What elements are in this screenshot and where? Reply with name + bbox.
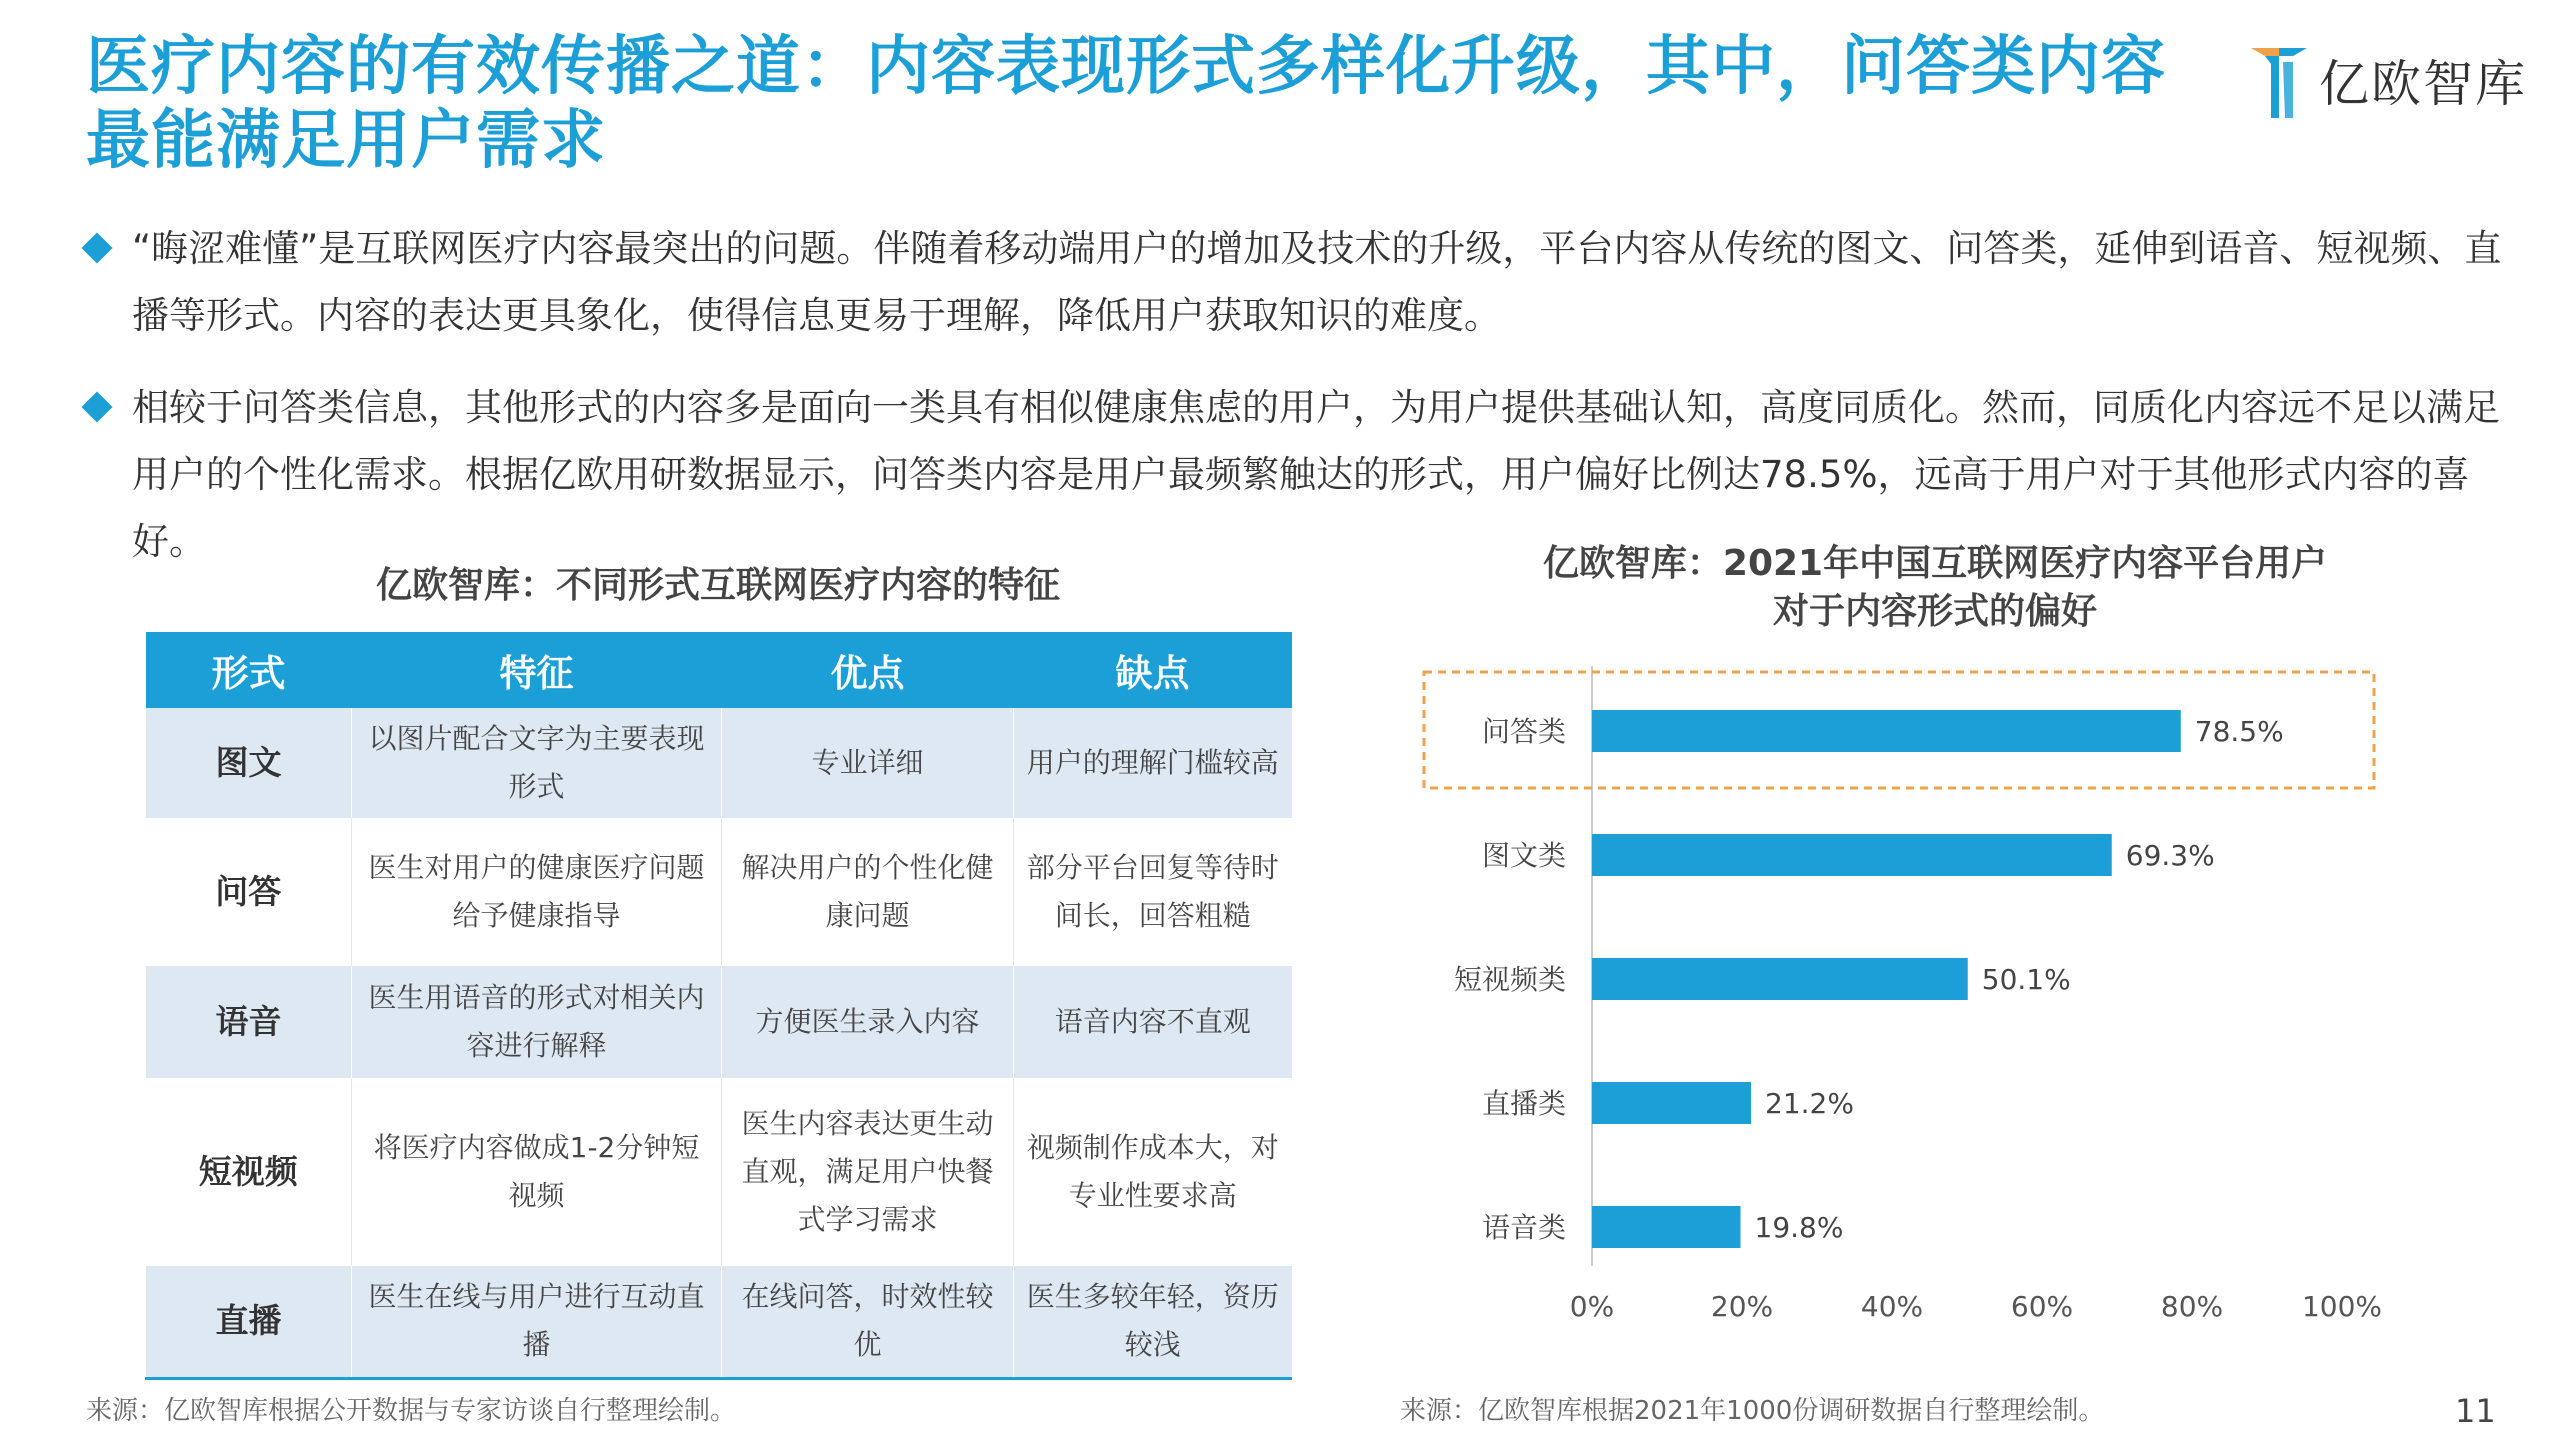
cell-cons: 部分平台回复等待时间长，回答粗糙 [1014,818,1292,966]
cell-cons: 用户的理解门槛较高 [1014,708,1292,818]
cell-form: 问答 [146,818,352,966]
chart-title-line-1: 亿欧智库：2021年中国互联网医疗内容平台用户 [1542,543,2328,584]
cell-pros: 医生内容表达更生动直观，满足用户快餐式学习需求 [722,1078,1014,1266]
cell-feature: 医生对用户的健康医疗问题给予健康指导 [352,818,722,966]
cell-form: 语音 [146,966,352,1078]
data-label: 50.1% [1981,963,2071,996]
table-header-row [146,632,1292,708]
diamond-bullet-icon [81,391,112,422]
preference-bar-chart [1400,650,2440,1350]
bullet-1 [86,215,2506,349]
data-label: 69.3% [2125,839,2215,872]
page-number: 11 [2455,1392,2496,1430]
category-label: 直播类 [1481,1087,1566,1120]
chart-svg [1400,650,2440,1350]
diamond-bullet-icon [81,232,112,263]
category-label: 图文类 [1481,839,1566,872]
table-row [146,818,1292,966]
cell-cons: 语音内容不直观 [1014,966,1292,1078]
cell-pros: 专业详细 [722,708,1014,818]
table-source-note: 来源：亿欧智库根据公开数据与专家访谈自行整理绘制。 [86,1396,737,1426]
table-row [146,1078,1292,1266]
cell-form: 图文 [146,708,352,818]
x-tick-label: 60% [2010,1290,2074,1323]
cell-form: 直播 [146,1266,352,1378]
header-pros: 优点 [722,632,1014,708]
cell-pros: 方便医生录入内容 [722,966,1014,1078]
cell-pros: 在线问答，时效性较优 [722,1266,1014,1378]
x-tick-label: 40% [1860,1290,1924,1323]
bar-3 [1592,1082,1751,1124]
header-feature: 特征 [352,632,722,708]
yiou-logo-icon [2245,40,2313,120]
bullet-2-text: 相较于问答类信息，其他形式的内容多是面向一类具有相似健康焦虑的用户，为用户提供基础认知，高度同质化。然而，同质化内容远不足以满足用户的个性化需求。根据亿欧用研数据显示，问答类内容是用户最频繁触达的形式，用户偏好比例达78.5%，远高于用户对于其他形式内容的喜好。 [132,386,2500,563]
bullet-1-text: “晦涩难懂”是互联网医疗内容最突出的问题。伴随着移动端用户的增加及技术的升级，平台内容从传统的图文、问答类，延伸到语音、短视频、直播等形式。内容的表达更具象化，使得信息更易于理解，降低用户获取知识的难度。 [132,227,2502,337]
cell-feature: 将医疗内容做成1-2分钟短视频 [352,1078,722,1266]
x-tick-label: 100% [2301,1290,2383,1323]
category-label: 语音类 [1481,1211,1566,1244]
bar-1 [1592,834,2112,876]
x-tick-label: 20% [1710,1290,1774,1323]
chart-title [1430,540,2440,636]
x-tick-label: 0% [1569,1290,1615,1323]
cell-feature: 医生在线与用户进行互动直播 [352,1266,722,1378]
header-form: 形式 [146,632,352,708]
cell-pros: 解决用户的个性化健康问题 [722,818,1014,966]
data-label: 21.2% [1765,1087,1854,1120]
bar-4 [1592,1206,1741,1248]
bar-0 [1592,710,2181,752]
data-label: 78.5% [2194,715,2284,748]
data-label: 19.8% [1754,1211,1844,1244]
feature-table [145,632,1292,1380]
bar-2 [1592,958,1968,1000]
table-row [146,708,1292,818]
brand-logo [2245,35,2535,125]
logo-text: 亿欧智库 [2319,55,2527,113]
cell-feature: 医生用语音的形式对相关内容进行解释 [352,966,722,1078]
cell-feature: 以图片配合文字为主要表现形式 [352,708,722,818]
category-label: 问答类 [1481,715,1566,748]
table-row [146,966,1292,1078]
cell-cons: 医生多较年轻，资历较浅 [1014,1266,1292,1378]
cell-cons: 视频制作成本大，对专业性要求高 [1014,1078,1292,1266]
table-title: 亿欧智库：不同形式互联网医疗内容的特征 [375,565,1060,606]
cell-form: 短视频 [146,1078,352,1266]
page-title: 医疗内容的有效传播之道：内容表现形式多样化升级，其中，问答类内容最能满足用户需求 [86,30,2166,178]
header-cons: 缺点 [1014,632,1292,708]
chart-title-line-2: 对于内容形式的偏好 [1772,591,2097,632]
x-tick-label: 80% [2160,1290,2224,1323]
chart-source-note: 来源：亿欧智库根据2021年1000份调研数据自行整理绘制。 [1400,1396,2105,1426]
table-row [146,1266,1292,1378]
category-label: 短视频类 [1453,963,1566,996]
